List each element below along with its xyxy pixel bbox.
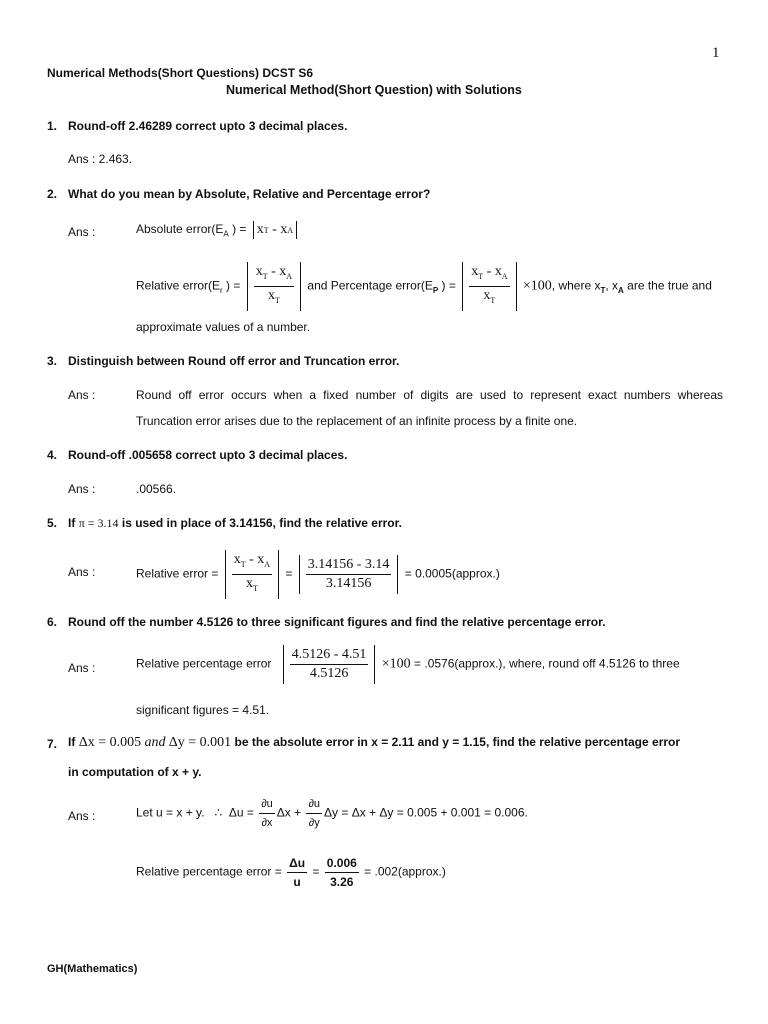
page-title: Numerical Method(Short Question) with Solutions — [226, 83, 522, 97]
q3-question: Distinguish between Round off error and Truncation error. — [68, 354, 400, 368]
q4-question: Round-off .005658 correct upto 3 decimal places. — [68, 448, 348, 462]
q5-question: If π = 3.14 is used in place of 3.14156, find the relative error. — [68, 516, 402, 530]
footer: GH(Mathematics) — [47, 963, 138, 975]
abs-bars: x T - x A — [253, 221, 297, 239]
q2-number: 2. — [47, 187, 58, 201]
q3-answer-line1: Round off error occurs when a fixed number of digits are used to represent exact numbers whereas — [136, 388, 723, 402]
q5-formula: Relative error = $\frac{x_T - x_A}{x_T}$ = $\frac{3.14156 - 3.14}{3.14156}$ = 0.0005(approx.) — [136, 550, 500, 599]
q5-ans-label: Ans : — [68, 565, 96, 579]
q1-number: 1. — [47, 119, 58, 133]
q6-ans-label: Ans : — [68, 661, 96, 675]
absolute-error-label: Absolute error(E — [136, 222, 224, 237]
q6-result: = .0576(approx.), where, round off 4.5126 to three — [414, 656, 680, 671]
q6-formula: Relative percentage error $\frac{4.5126 - 4.51}{4.5126}$ ×100 = .0576(approx.), where, round off 4.5126 to three — [136, 645, 680, 684]
q1-question: Round-off 2.46289 correct upto 3 decimal places. — [68, 119, 348, 133]
q3-ans-label: Ans : — [68, 388, 96, 402]
q6-question: Round off the number 4.5126 to three significant figures and find the relative percentage error. — [68, 615, 606, 629]
q4-answer: .00566. — [136, 482, 177, 496]
percentage-bars: $\frac{x_T - x_A}{x_T}$ — [462, 262, 516, 311]
q3-answer-line2: Truncation error arises due to the replacement of an infinite process by a finite one. — [136, 414, 578, 428]
q7-number: 7. — [47, 737, 58, 751]
q3-number: 3. — [47, 354, 58, 368]
q2-continuation: approximate values of a number. — [136, 320, 311, 334]
q4-ans-label: Ans : — [68, 482, 96, 496]
relative-error-label: Relative error(E — [136, 278, 221, 293]
q2-question: What do you mean by Absolute, Relative and Percentage error? — [68, 187, 431, 201]
q6-continuation: significant figures = 4.51. — [136, 703, 270, 717]
q7-question: If Δx = 0.005 and Δy = 0.001 be the absolute error in x = 2.11 and y = 1.15, find the relative percentage error — [68, 735, 681, 750]
q7-continuation: in computation of x + y. — [68, 765, 202, 779]
q6-number: 6. — [47, 615, 58, 629]
q7-derivation: Let u = x + y. ∴ Δu = $\frac{\partial u}{\partial x}$ Δx + $\frac{\partial u}{\partial y}$ Δy = Δx + Δy = 0.005 + 0.001 = 0.006. — [136, 798, 528, 829]
course-header: Numerical Methods(Short Questions) DCST S6 — [47, 66, 314, 80]
page-number: 1 — [712, 45, 720, 61]
q1-answer: Ans : 2.463. — [68, 152, 133, 166]
q5-result: = 0.0005(approx.) — [404, 566, 500, 581]
relative-percentage-formula: Relative $error(E_r$ ) = $\frac{x_T - x_A}{x_T}$ and Percentage $error(E_P$ ) = $\frac{x_T - x_A}{x_T}$ ×100, where $x_T$, $x_A$ are the true and — [136, 262, 712, 311]
q2-ans-label: Ans : — [68, 225, 96, 239]
relative-bars: $\frac{x_T - x_A}{x_T}$ — [247, 262, 301, 311]
q7-relative-percentage: Relative percentage error = $\frac{\Delta u}{u}$ = $\frac{0.006}{3.26}$ = .002(approx.) — [136, 856, 446, 889]
absolute-error-formula: Absolute $error(E_A$ ) = x T - x A — [136, 221, 300, 239]
q4-number: 4. — [47, 448, 58, 462]
q5-number: 5. — [47, 516, 58, 530]
q7-ans-label: Ans : — [68, 809, 96, 823]
percentage-error-label: and Percentage error(E — [307, 278, 433, 293]
